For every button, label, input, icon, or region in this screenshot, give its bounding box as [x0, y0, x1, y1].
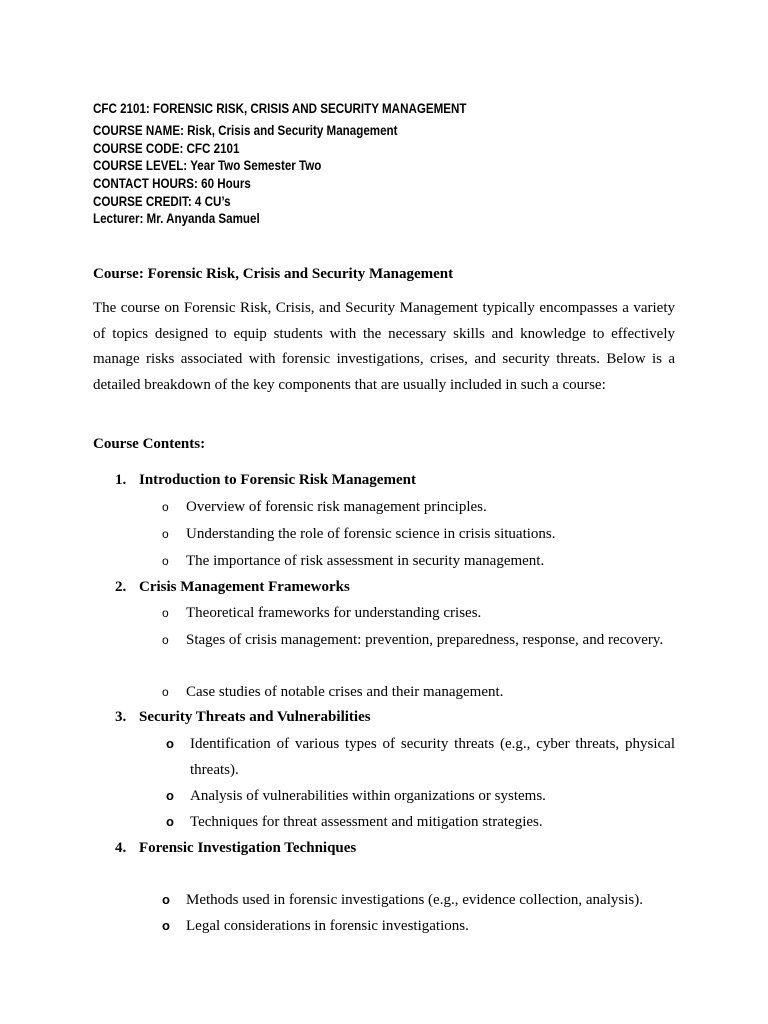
bullet-icon: o	[166, 736, 174, 751]
bullet-icon: o	[166, 814, 174, 829]
lecturer: Lecturer: Mr. Anyanda Samuel	[93, 211, 260, 227]
section-title: Forensic Investigation Techniques	[139, 840, 357, 856]
bullet-icon: o	[166, 788, 174, 803]
list-item: o Understanding the role of forensic science in crisis situations.	[186, 521, 675, 547]
list-item: o Overview of forensic risk management principles.	[186, 494, 675, 520]
course-heading: Course: Forensic Risk, Crisis and Security Management	[93, 266, 454, 282]
bullet-icon: o	[162, 527, 169, 541]
course-code: COURSE CODE: CFC 2101	[93, 140, 240, 156]
list-item: o Methods used in forensic investigations (e.g., evidence collection, analysis).	[186, 887, 675, 913]
bullet-icon: o	[162, 685, 169, 699]
contact-hours: CONTACT HOURS: 60 Hours	[93, 176, 251, 192]
list-item: o Case studies of notable crises and their management.	[186, 679, 675, 705]
list-item: o Legal considerations in forensic investigations.	[186, 913, 675, 939]
bullet-icon: o	[162, 633, 169, 647]
section-title: Crisis Management Frameworks	[139, 579, 350, 595]
bullet-icon: o	[162, 500, 169, 514]
course-credit: COURSE CREDIT: 4 CU’s	[93, 193, 231, 209]
course-name: COURSE NAME: Risk, Crisis and Security Management	[93, 123, 398, 138]
section-title: Security Threats and Vulnerabilities	[139, 709, 371, 725]
list-item: o The importance of risk assessment in security management.	[186, 548, 675, 574]
section-heading	[115, 577, 350, 597]
list-item: o Techniques for threat assessment and mitigation strategies.	[190, 809, 675, 835]
section-heading	[115, 707, 371, 727]
section-number: 1.	[115, 472, 127, 488]
list-item: o Stages of crisis management: prevention, preparedness, response, and recovery.	[186, 627, 675, 653]
course-level: COURSE LEVEL: Year Two Semester Two	[93, 158, 322, 174]
section-heading	[115, 470, 416, 490]
course-info-header	[93, 100, 594, 228]
bullet-icon: o	[162, 918, 170, 933]
bullet-icon: o	[162, 554, 169, 568]
section-number: 4.	[115, 840, 127, 856]
list-item: o Theoretical frameworks for understanding crises.	[186, 600, 675, 626]
section-number: 3.	[115, 709, 127, 725]
section-number: 2.	[115, 579, 127, 595]
course-title: CFC 2101: FORENSIC RISK, CRISIS AND SECURITY MANAGEMENT	[93, 101, 467, 116]
bullet-icon: o	[162, 892, 170, 907]
list-item: o Analysis of vulnerabilities within organizations or systems.	[190, 783, 675, 809]
intro-paragraph: The course on Forensic Risk, Crisis, and Security Management typically encompasses a variety of topics designed to equip students with the necessary skills and knowledge to effectively manage risks associated with forensic investigations, crises, and security threats. Below is a detailed breakdown of the key components that are usually included in such a course:	[93, 300, 675, 393]
document-page	[93, 0, 675, 1024]
course-contents-heading: Course Contents:	[93, 436, 206, 452]
bullet-icon: o	[162, 606, 169, 620]
list-item: o Identification of various types of security threats (e.g., cyber threats, physical threats).	[190, 731, 675, 783]
section-heading	[115, 838, 356, 858]
section-title: Introduction to Forensic Risk Management	[139, 472, 416, 488]
